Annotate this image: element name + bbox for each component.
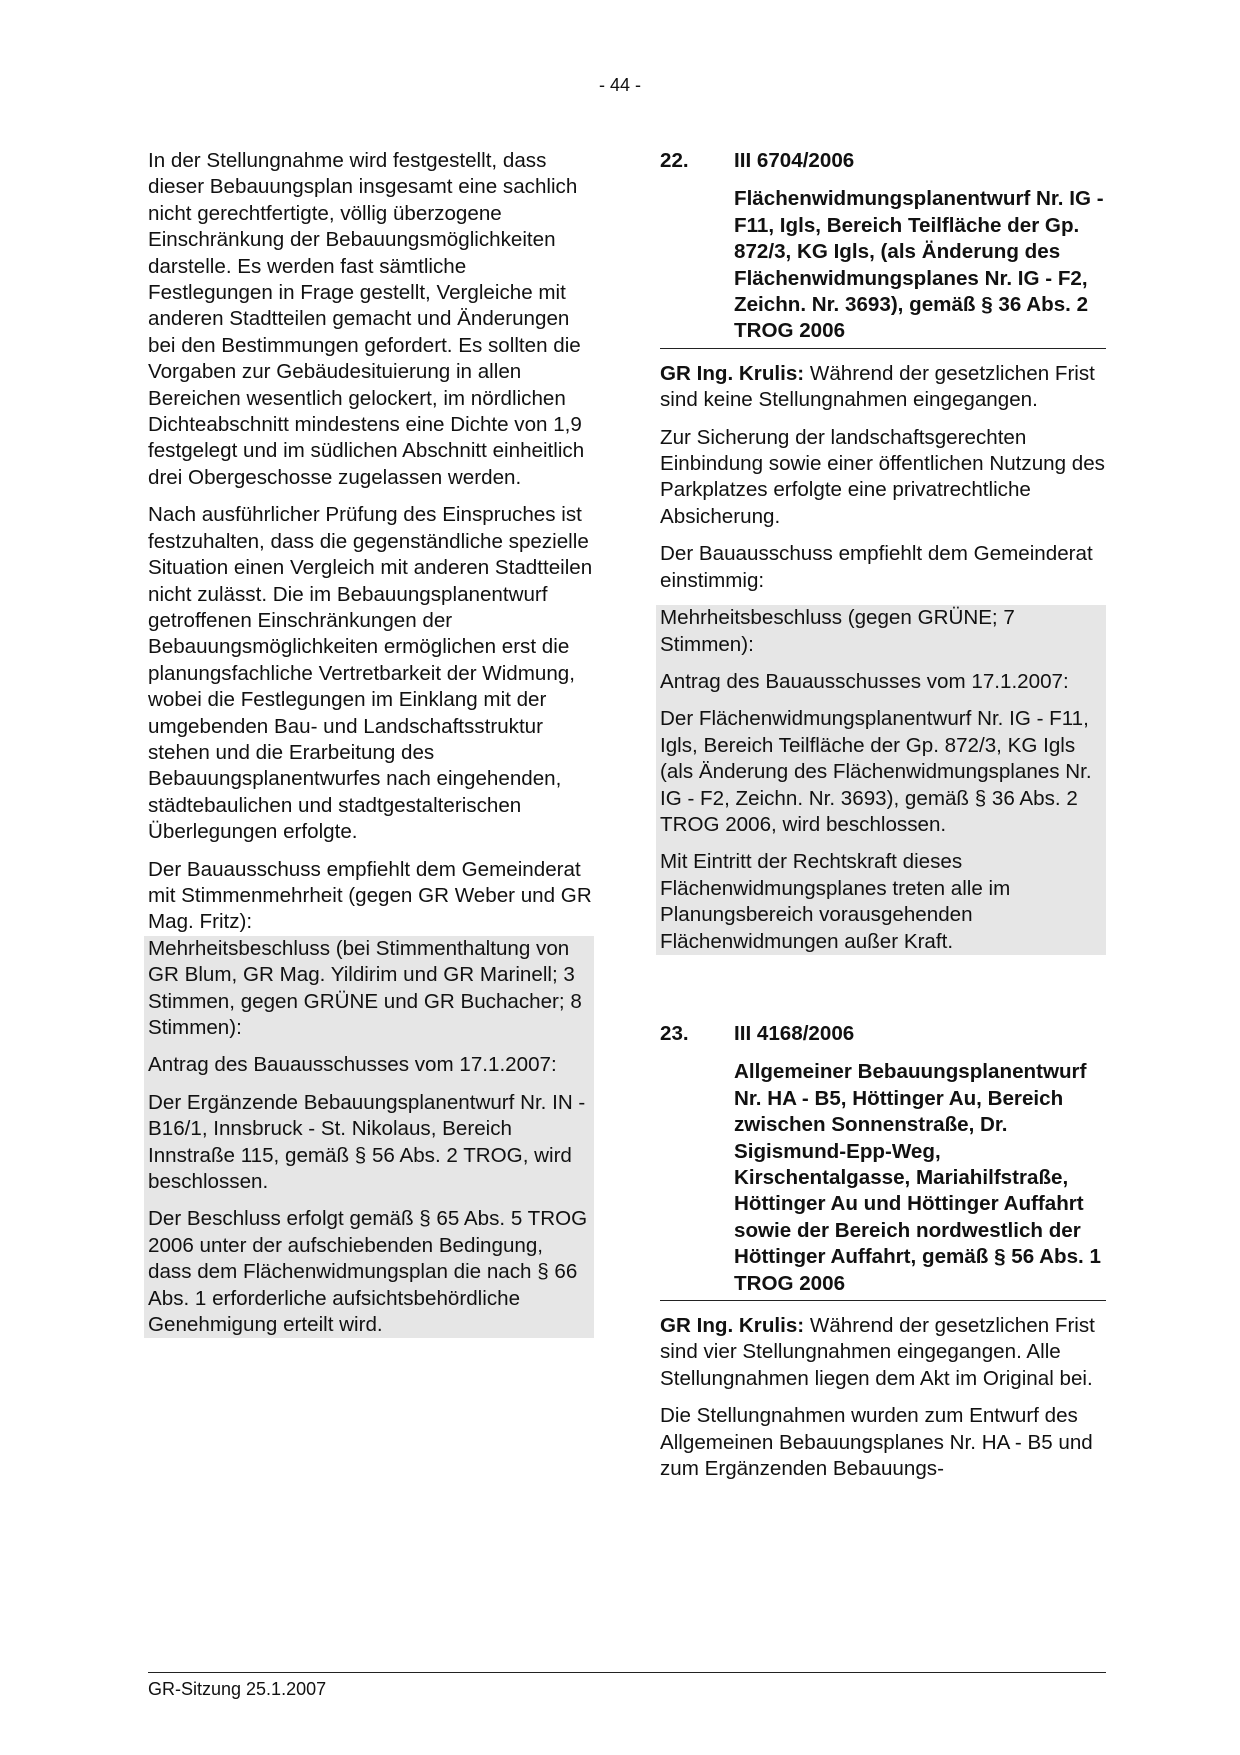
decision-text: Der Ergänzende Bebauungsplanentwurf Nr. IN - B16/1, Innsbruck - St. Nikolaus, Bereich Innstraße 115, gemäß § 56 Abs. 2 TROG, wird beschlossen.: [148, 1090, 586, 1194]
speaker-text: Während der gesetzlichen Frist sind vier Stellungnahmen eingegangen. Alle Stellungnahmen liegen dem Akt im Original bei.: [660, 1314, 1095, 1390]
info-paragraph: Zur Sicherung der landschaftsgerechten Einbindung sowie einer öffentlichen Nutzung des Parkplatzes erfolgte eine privatrechtliche Absicherung.: [660, 425, 1105, 528]
item-heading: [660, 1021, 1106, 1047]
statement-paragraph: In der Stellungnahme wird festgestellt, dass dieser Bebauungsplan insgesamt eine sachlich nicht gerechtfertigte, völlig überzogene Einschränkung der Bebauungsmöglichkeiten darstelle. Es werden fast sämtliche Festlegungen in Frage gestellt, Vergleiche mit anderen Stadtteilen gemacht und Änderungen bei den Bestimmungen gefordert. Es sollten die Vorgaben zur Gebäudesituierung in allen Bereichen wesentlich gelockert, im nördlichen Dichteabschnitt mindestens eine Dichte von 1,9 festgelegt und im südlichen Abschnitt einheitlich drei Obergeschosse zugelassen werden.: [148, 149, 585, 489]
speaker-name: GR Ing. Krulis:: [660, 361, 805, 385]
resolution-block: [144, 936, 594, 1339]
agenda-item-22: [660, 148, 1106, 955]
footer-divider: [148, 1672, 1106, 1673]
committee-recommendation: Der Bauausschuss empfiehlt dem Gemeinderat mit Stimmenmehrheit (gegen GR Weber und GR Mag. Fritz):: [148, 857, 592, 934]
title-divider: [660, 348, 1106, 349]
title-divider: [660, 1300, 1106, 1301]
item-heading: [660, 148, 1106, 174]
item-reference: III 4168/2006: [734, 1021, 855, 1045]
decision-text: Der Flächenwidmungsplanentwurf Nr. IG - F11, Igls, Bereich Teilfläche der Gp. 872/3, KG Igls (als Änderung des Flächenwidmungsplanes Nr. IG - F2, Zeichn. Nr. 3693), gemäß § 36 Abs. 2 TROG 2006, wird beschlossen.: [660, 707, 1092, 836]
condition-text: Der Beschluss erfolgt gemäß § 65 Abs. 5 TROG 2006 unter der aufschiebenden Bedingung, dass dem Flächenwidmungsplan die nach § 66 Abs. 1 erforderliche aufsichtsbehördliche Genehmigung erteilt wird.: [148, 1207, 588, 1337]
item-title: Flächenwidmungsplanentwurf Nr. IG - F11, Igls, Bereich Teilfläche der Gp. 872/3, KG Igls, (als Änderung des Flächenwidmungsplanes Nr. IG - F2, Zeichn. Nr. 3693), gemäß § 36 Abs. 2 TROG 2006: [734, 187, 1104, 343]
agenda-item-23: [660, 1021, 1106, 1483]
right-column: [660, 148, 1106, 1482]
footer-session-date: GR-Sitzung 25.1.2007: [148, 1679, 327, 1699]
speaker-paragraph: [660, 1313, 1106, 1392]
effect-text: Mit Eintritt der Rechtskraft dieses Flächenwidmungsplanes treten alle im Planungsbereich vorausgehenden Flächenwidmungen außer Kraft.: [660, 850, 1011, 953]
resolution-block: [656, 605, 1106, 955]
speaker-paragraph: [660, 361, 1106, 414]
motion-heading: Antrag des Bauausschusses vom 17.1.2007:: [148, 1053, 557, 1077]
resolution-vote: Mehrheitsbeschluss (gegen GRÜNE; 7 Stimmen):: [660, 606, 1015, 656]
page-number: - 44 -: [598, 75, 641, 95]
resolution-vote: Mehrheitsbeschluss (bei Stimmenthaltung von GR Blum, GR Mag. Yildirim und GR Marinell; 3 Stimmen, gegen GRÜNE und GR Buchacher; 8 Stimmen):: [148, 936, 582, 1039]
review-paragraph: Nach ausführlicher Prüfung des Einspruches ist festzuhalten, dass die gegenständliche spezielle Situation einen Vergleich mit anderen Stadtteilen nicht zulässt. Die im Bebauungsplanentwurf getroffenen Einschränkungen der Bebauungsmöglichkeiten ermöglichen erst die planungsfachliche Vertretbarkeit der Widmung, wobei die Festlegungen im Einklang mit der umgebenden Bau- und Landschaftsstruktur stehen und die Erarbeitung des Bebauungsplanentwurfes nach eingehenden, städtebaulichen und stadtgestalterischen Überlegungen erfolgte.: [148, 503, 593, 844]
info-paragraph: Die Stellungnahmen wurden zum Entwurf des Allgemeinen Bebauungsplanes Nr. HA - B5 und zum Ergänzenden Bebauungs-: [660, 1404, 1093, 1481]
speaker-name: GR Ing. Krulis:: [660, 1314, 805, 1338]
item-title: Allgemeiner Bebauungsplanentwurf Nr. HA - B5, Höttinger Au, Bereich zwischen Sonnenstraße, Dr. Sigismund-Epp-Weg, Kirschentalgasse, Mariahilfstraße, Höttinger Au und Höttinger Auffahrt sowie der Bereich nordwestlich der Höttinger Auffahrt, gemäß § 56 Abs. 1 TROG 2006: [734, 1060, 1101, 1295]
committee-recommendation: Der Bauausschuss empfiehlt dem Gemeinderat einstimmig:: [660, 542, 1093, 592]
left-column: [148, 148, 594, 1338]
item-reference: III 6704/2006: [734, 149, 855, 172]
item-number: 23.: [660, 1021, 689, 1045]
motion-heading: Antrag des Bauausschusses vom 17.1.2007:: [660, 669, 1069, 693]
item-number: 22.: [660, 149, 689, 172]
speaker-text: Während der gesetzlichen Frist sind keine Stellungnahmen eingegangen.: [660, 361, 1095, 412]
